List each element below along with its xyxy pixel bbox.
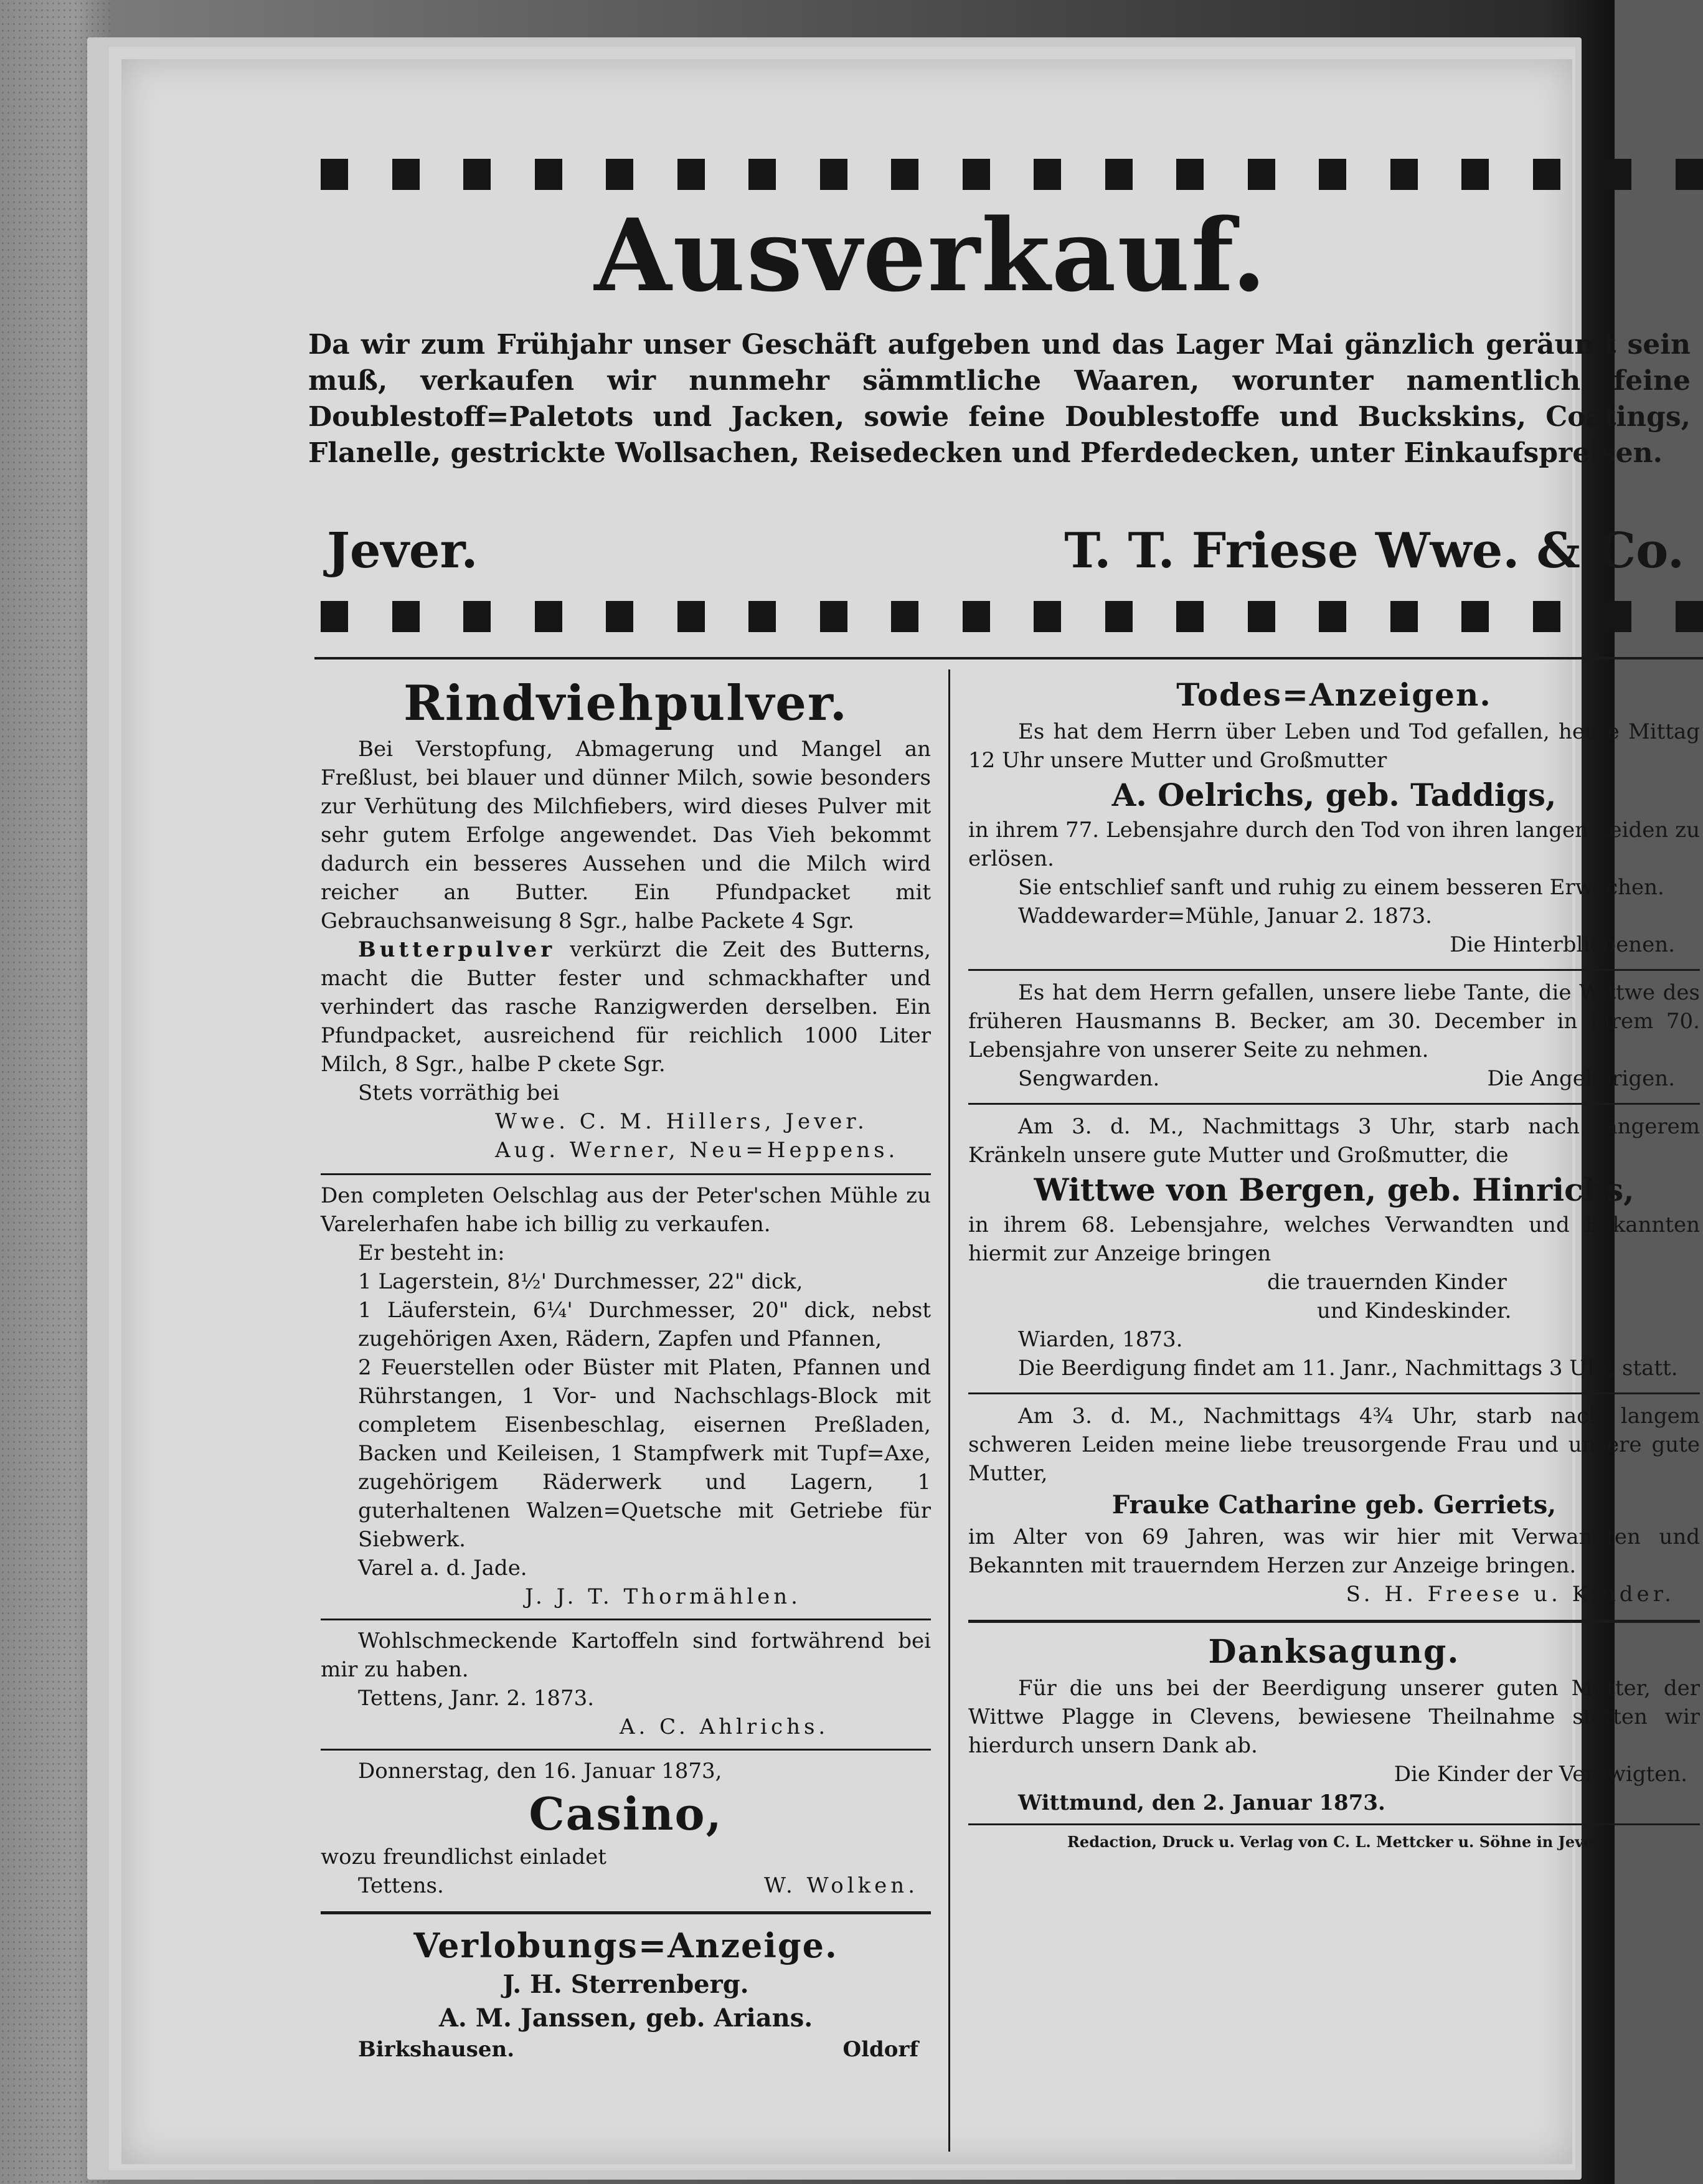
casino-date: Donnerstag, den 16. Januar 1873, xyxy=(358,1759,722,1784)
imprint: Redaction, Druck u. Verlag von C. L. Mettcker u. Söhne in Jever xyxy=(1067,1833,1601,1851)
todes-1-name: A. Oelrichs, geb. Taddigs, xyxy=(1111,777,1557,813)
verlobung-place-2: Oldorf xyxy=(842,2037,918,2062)
butterpulver-heading: Butterpulver xyxy=(358,937,556,962)
todes-anzeigen-title: Todes=Anzeigen. xyxy=(1176,676,1492,713)
oelschlag-item-2: 1 Läuferstein, 6¼' Durchmesser, 20" dick, nebst zugehörigen Axen, Rädern, Zapfen und Pfannen, xyxy=(358,1298,931,1351)
verlobung-place-1: Birkshausen. xyxy=(358,2037,515,2062)
todes-1-text-2: in ihrem 77. Lebensjahre durch den Tod von ihren langen Leiden zu erlösen. xyxy=(968,818,1700,871)
casino-invite: wozu freundlichst einladet xyxy=(321,1845,606,1870)
verlobung-title: Verlobungs=Anzeige. xyxy=(413,1926,838,1965)
column-divider xyxy=(948,669,950,2152)
seller-werner: Aug. Werner, Neu=Heppens. xyxy=(495,1138,899,1163)
todes-4-name: Frauke Catharine geb. Gerriets, xyxy=(1111,1490,1557,1520)
rindviehpulver-title: Rindviehpulver. xyxy=(403,675,848,732)
todes-1-signature: Die Hinterbliebenen. xyxy=(1450,932,1675,957)
danksagung-signature: Die Kinder der Verewigten. xyxy=(1394,1762,1687,1787)
verlobung-name-1: J. H. Sterrenberg. xyxy=(502,1970,749,1999)
danksagung-text: Für die uns bei der Beerdigung unserer guten Mutter, der Wittwe Plagge in Clevens, bewiesene Theilnahme statten wir hierdurch unsern Dank ab. xyxy=(968,1676,1700,1758)
casino-place: Tettens. xyxy=(358,1873,444,1898)
todes-3-signature-2: und Kindeskinder. xyxy=(1317,1298,1512,1323)
divider xyxy=(321,1749,931,1751)
todes-1-text: Es hat dem Herrn über Leben und Tod gefallen, heute Mittag 12 Uhr unsere Mutter und Großmutter xyxy=(968,719,1700,773)
todes-4-text-2: im Alter von 69 Jahren, was wir hier mit Verwandten und Bekannten mit trauerndem Herzen zur Anzeige bringen. xyxy=(968,1525,1700,1578)
decorative-square-row-top xyxy=(321,159,1703,190)
divider-thick xyxy=(968,1620,1700,1623)
todes-3-text-2: in ihrem 68. Lebensjahre, welches Verwandten und Bekannten hiermit zur Anzeige bringen xyxy=(968,1213,1700,1266)
todes-3-place: Wiarden, 1873. xyxy=(1018,1327,1183,1352)
rindviehpulver-text: Bei Verstopfung, Abmagerung und Mangel an Freßlust, bei blauer und dünner Milch, sowie besonders zur Verhütung des Milchfiebers, wird dieses Pulver mit sehr gutem Erfolge angewendet. Das Vieh bekommt dadurch ein besseres Aussehen und die Milch wird reicher an Butter. Ein Pfundpacket mit Gebrauchsanweisung 8 Sgr., halbe Packete 4 Sgr. xyxy=(321,737,931,934)
casino-signature: W. Wolken. xyxy=(763,1873,918,1898)
newspaper-page xyxy=(121,59,1700,2164)
verlobung-name-2: A. M. Janssen, geb. Arians. xyxy=(438,2003,813,2033)
divider xyxy=(968,1103,1700,1105)
divider xyxy=(968,1392,1700,1394)
butterpulver-paragraph xyxy=(321,935,931,1079)
todes-3-funeral: Die Beerdigung findet am 11. Janr., Nachmittags 3 Uhr, statt. xyxy=(1018,1356,1678,1381)
kartoffeln-date: Tettens, Janr. 2. 1873. xyxy=(358,1686,595,1711)
verlobung-places xyxy=(321,2035,931,2064)
oelschlag-intro: Den completen Oelschlag aus der Peter'schen Mühle zu Varelerhafen habe ich billig zu verkaufen. xyxy=(321,1183,931,1237)
todes-3-signature-1: die trauernden Kinder xyxy=(1267,1270,1507,1295)
header-rule xyxy=(314,657,1703,659)
right-column xyxy=(968,673,1700,1853)
divider xyxy=(968,1823,1700,1825)
ausverkauf-firm: T. T. Friese Wwe. & Co. xyxy=(1064,522,1684,579)
oelschlag-place: Varel a. d. Jade. xyxy=(358,1556,527,1581)
seller-hillers: Wwe. C. M. Hillers, Jever. xyxy=(495,1109,868,1134)
todes-1-text-3: Sie entschlief sanft und ruhig zu einem besseren Erwachen. xyxy=(1018,875,1664,900)
todes-2-text: Es hat dem Herrn gefallen, unsere liebe Tante, die Wittwe des früheren Hausmanns B. Becker, am 30. December in ihrem 70. Lebensjahre von unserer Seite zu nehmen. xyxy=(968,980,1700,1062)
ausverkauf-text: Da wir zum Frühjahr unser Geschäft aufgeben und das Lager Mai gänzlich geräumt sein muß, verkaufen wir nunmehr sämmtliche Waaren, worunter namentlich feine Doublestoff=Paletots und Jacken, sowie feine Doublestoffe und Buckskins, Coatings, Flanelle, gestrickte Wollsachen, Reisedecken und Pferdedecken, unter Einkaufspreisen. xyxy=(308,329,1691,469)
divider xyxy=(968,969,1700,971)
kartoffeln-text: Wohlschmeckende Kartoffeln sind fortwährend bei mir zu haben. xyxy=(321,1629,931,1682)
kartoffeln-signature: A. C. Ahlrichs. xyxy=(620,1714,829,1739)
divider xyxy=(321,1619,931,1620)
todes-2-footer xyxy=(968,1064,1700,1093)
todes-4-text: Am 3. d. M., Nachmittags 4¾ Uhr, starb nach langem schweren Leiden meine liebe treusorgende Frau und unsere gute Mutter, xyxy=(968,1404,1700,1486)
left-column xyxy=(321,673,931,2064)
danksagung-date: Wittmund, den 2. Januar 1873. xyxy=(1018,1790,1385,1815)
todes-3-text: Am 3. d. M., Nachmittags 3 Uhr, starb nach längerem Kränkeln unsere gute Mutter und Großmutter, die xyxy=(968,1114,1700,1168)
butterpulver-text: verkürzt die Zeit des Butterns, macht die Butter fester und schmackhafter und verhindert das rasche Ranzigwerden derselben. Ein Pfundpacket, ausreichend für reichlich 1000 Liter Milch, 8 Sgr., halbe P ckete Sgr. xyxy=(321,937,931,1077)
ausverkauf-title: Ausverkauf. xyxy=(594,197,1268,314)
todes-2-place: Sengwarden. xyxy=(1018,1066,1160,1091)
todes-4-signature: S. H. Freese u. Kinder. xyxy=(1346,1582,1675,1607)
divider-thick xyxy=(321,1911,931,1914)
oelschlag-signature: J. J. T. Thormählen. xyxy=(525,1584,801,1609)
stock-note: Stets vorräthig bei xyxy=(358,1080,560,1105)
danksagung-title: Danksagung. xyxy=(1208,1633,1460,1671)
ausverkauf-place: Jever. xyxy=(327,522,478,579)
todes-1-date: Waddewarder=Mühle, Januar 2. 1873. xyxy=(1018,904,1432,929)
todes-3-name: Wittwe von Bergen, geb. Hinrichs, xyxy=(1034,1171,1635,1208)
oelschlag-list-head: Er besteht in: xyxy=(358,1241,505,1265)
divider xyxy=(321,1173,931,1175)
oelschlag-item-3: 2 Feuerstellen oder Büster mit Platen, Pfannen und Rührstangen, 1 Vor- und Nachschlags-Block mit completem Eisenbeschlag, eisernen Preßladen, Backen und Keileisen, 1 Stampfwerk mit Tupf=Axe, zugehörigem Räderwerk und Lagern, 1 guterhaltenen Walzen=Quetsche mit Getriebe für Siebwerk. xyxy=(358,1355,931,1552)
todes-2-signature: Die Angehörigen. xyxy=(1487,1066,1675,1091)
casino-title: Casino, xyxy=(529,1787,723,1840)
decorative-square-row-bottom xyxy=(321,601,1703,632)
casino-footer xyxy=(321,1871,931,1900)
oelschlag-item-1: 1 Lagerstein, 8½' Durchmesser, 22" dick, xyxy=(358,1269,803,1294)
